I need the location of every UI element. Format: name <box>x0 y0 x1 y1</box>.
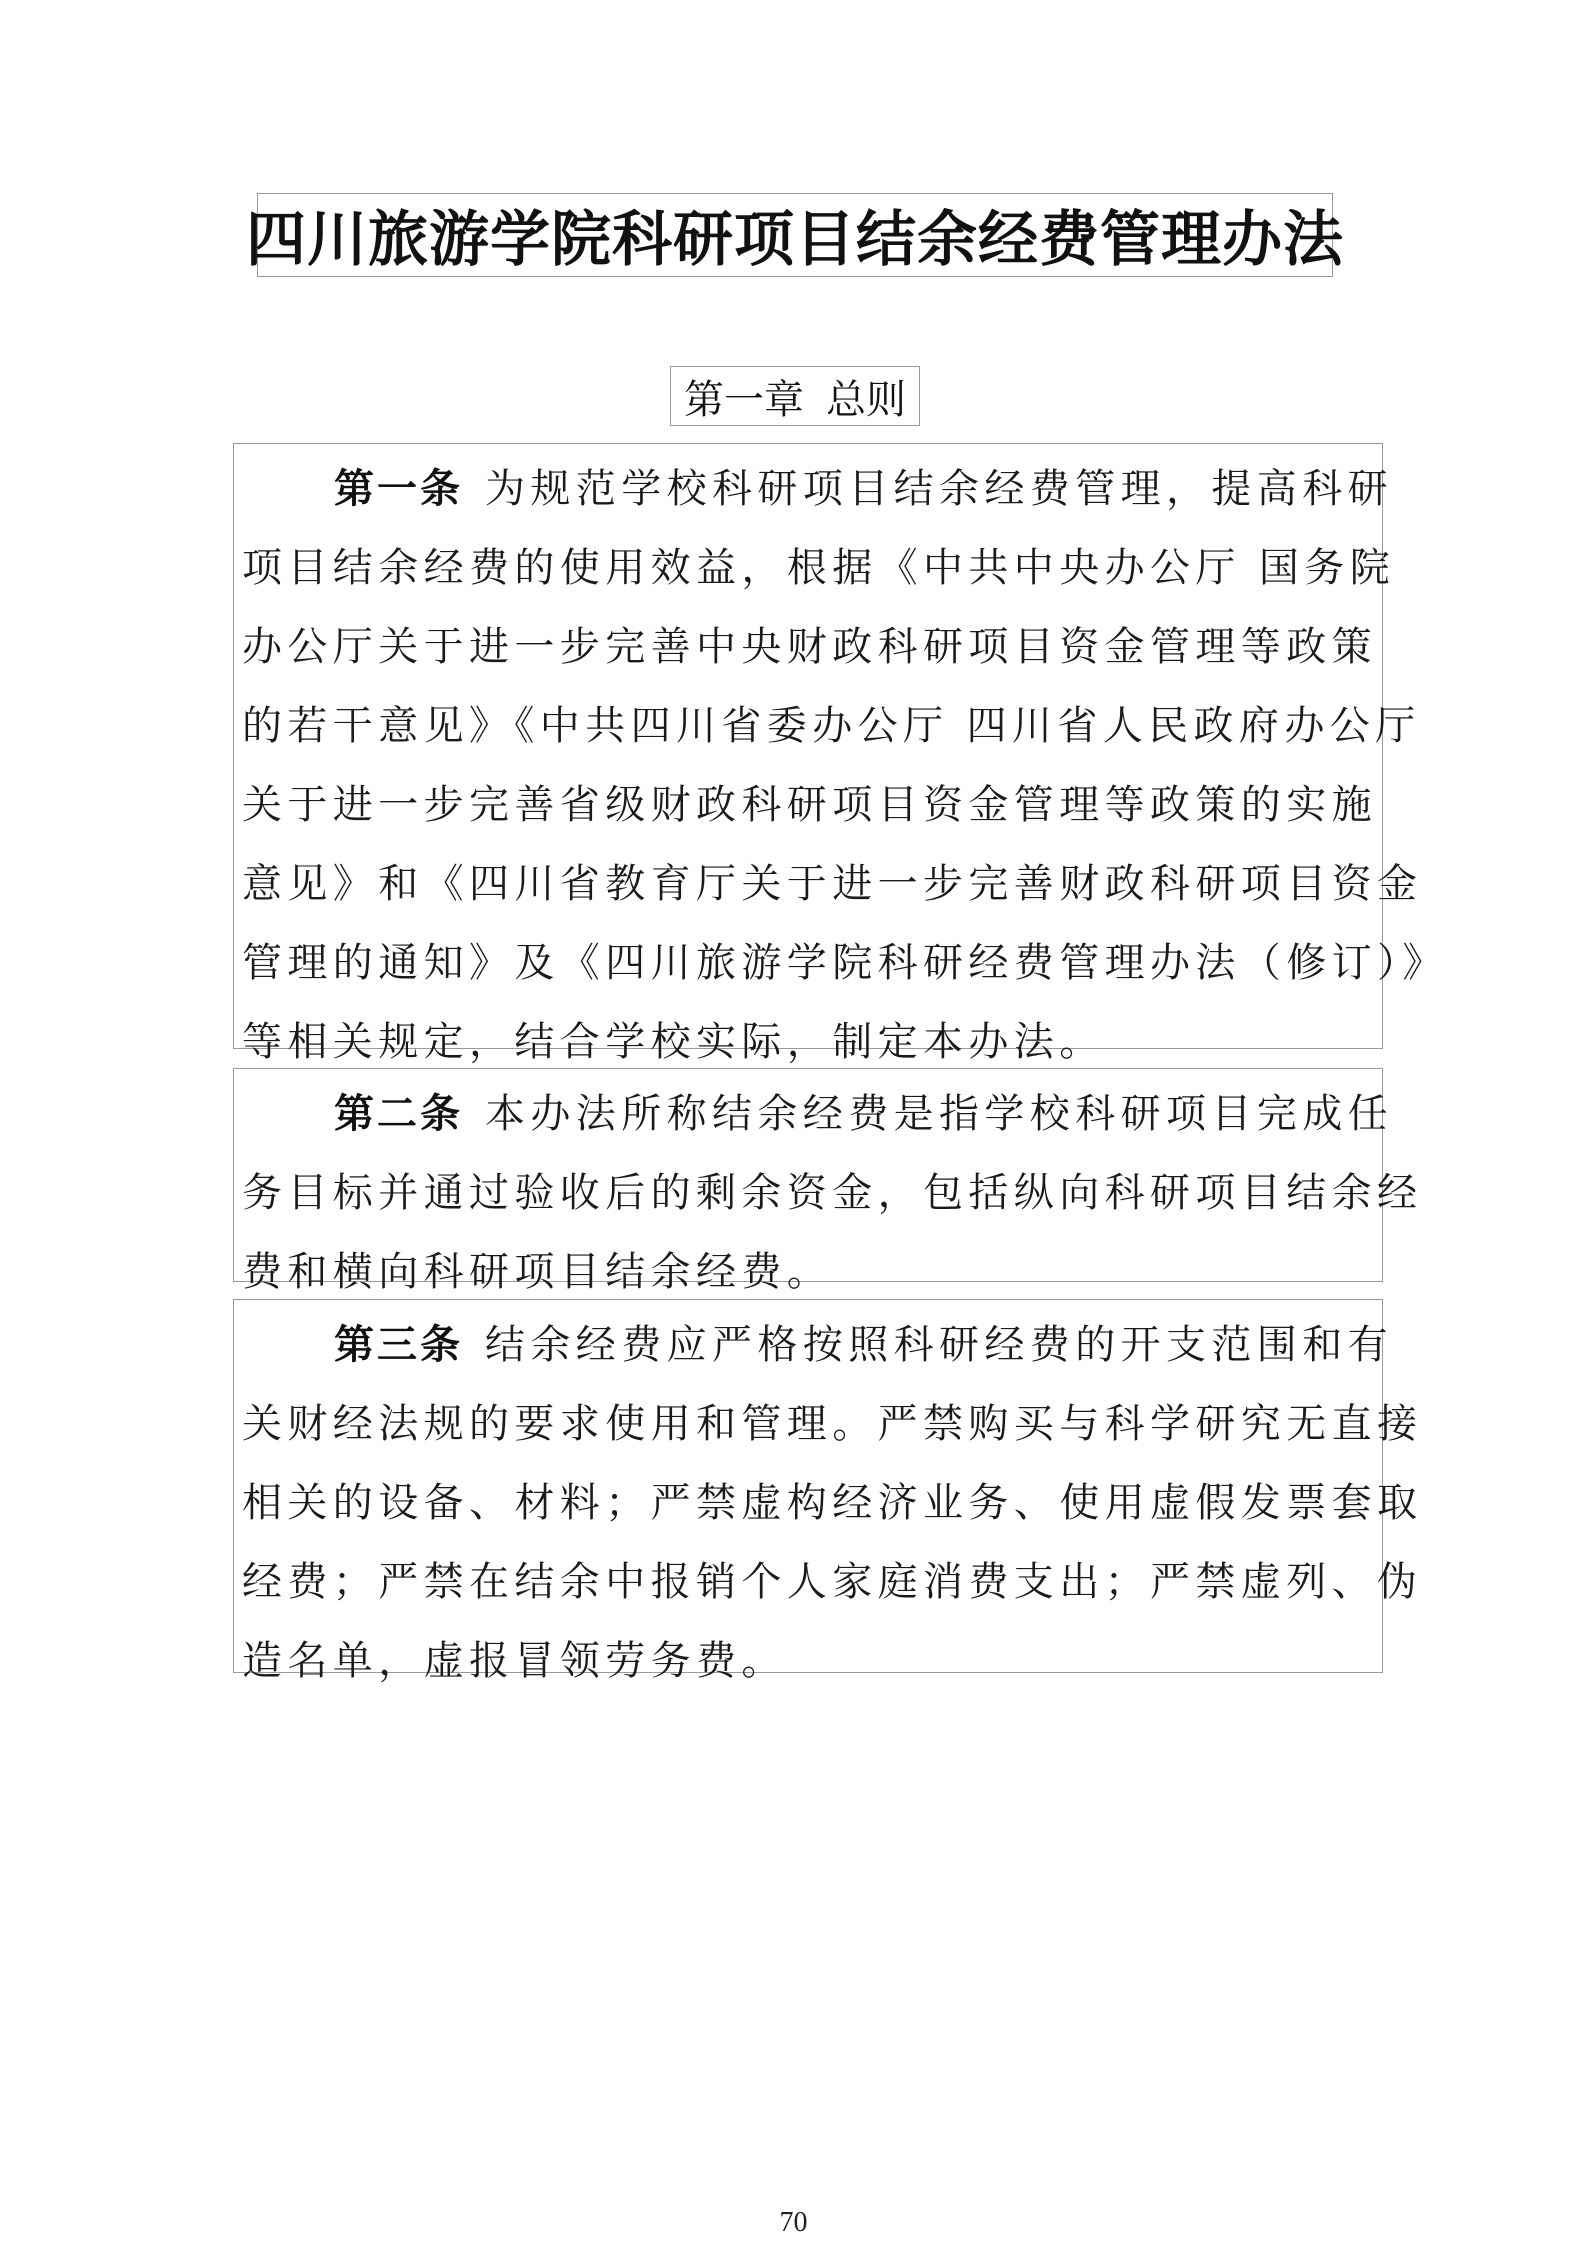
article-label: 第三条 <box>334 1322 463 1368</box>
article-line: 的若干意见》《中共四川省委办公厅 四川省人民政府办公厅 <box>242 703 1421 749</box>
article-3 <box>233 1299 1423 1684</box>
article-line: 关于进一步完善省级财政科研项目资金管理等政策的实施 <box>242 782 1377 828</box>
article-line: 经费；严禁在结余中报销个人家庭消费支出；严禁虚列、伪 <box>242 1559 1423 1605</box>
article-label: 第二条 <box>334 1091 463 1137</box>
chapter-number: 第一章 <box>684 376 804 423</box>
page-number: 70 <box>779 2207 808 2238</box>
article-2 <box>233 1068 1423 1295</box>
article-text: 为规范学校科研项目结余经费管理，提高科研 <box>485 466 1393 512</box>
article-line: 管理的通知》及《四川旅游学院科研经费管理办法（修订）》 <box>242 940 1448 986</box>
article-text: 本办法所称结余经费是指学校科研项目完成任 <box>485 1091 1393 1137</box>
article-line <box>242 1306 1393 1385</box>
article-line: 造名单，虚报冒领劳务费。 <box>242 1638 787 1684</box>
article-line: 相关的设备、材料；严禁虚构经济业务、使用虚假发票套取 <box>242 1480 1423 1526</box>
chapter-name: 总则 <box>826 376 906 423</box>
article-line <box>242 1075 1393 1154</box>
article-line: 办公厅关于进一步完善中央财政科研项目资金管理等政策 <box>242 624 1377 670</box>
article-line: 关财经法规的要求使用和管理。严禁购买与科学研究无直接 <box>242 1401 1423 1447</box>
article-line: 务目标并通过验收后的剩余资金，包括纵向科研项目结余经 <box>242 1170 1423 1216</box>
article-label: 第一条 <box>334 466 463 512</box>
chapter-heading <box>670 366 920 426</box>
article-text: 结余经费应严格按照科研经费的开支范围和有 <box>485 1322 1393 1368</box>
document-title: 四川旅游学院科研项目结余经费管理办法 <box>257 193 1333 277</box>
article-1 <box>233 443 1448 1065</box>
article-line: 项目结余经费的使用效益，根据《中共中央办公厅 国务院 <box>242 545 1396 591</box>
article-line: 等相关规定，结合学校实际，制定本办法。 <box>242 1019 1105 1065</box>
article-line: 费和横向科研项目结余经费。 <box>242 1249 833 1295</box>
article-line: 意见》和《四川省教育厅关于进一步完善财政科研项目资金 <box>242 861 1423 907</box>
article-line <box>242 450 1393 529</box>
